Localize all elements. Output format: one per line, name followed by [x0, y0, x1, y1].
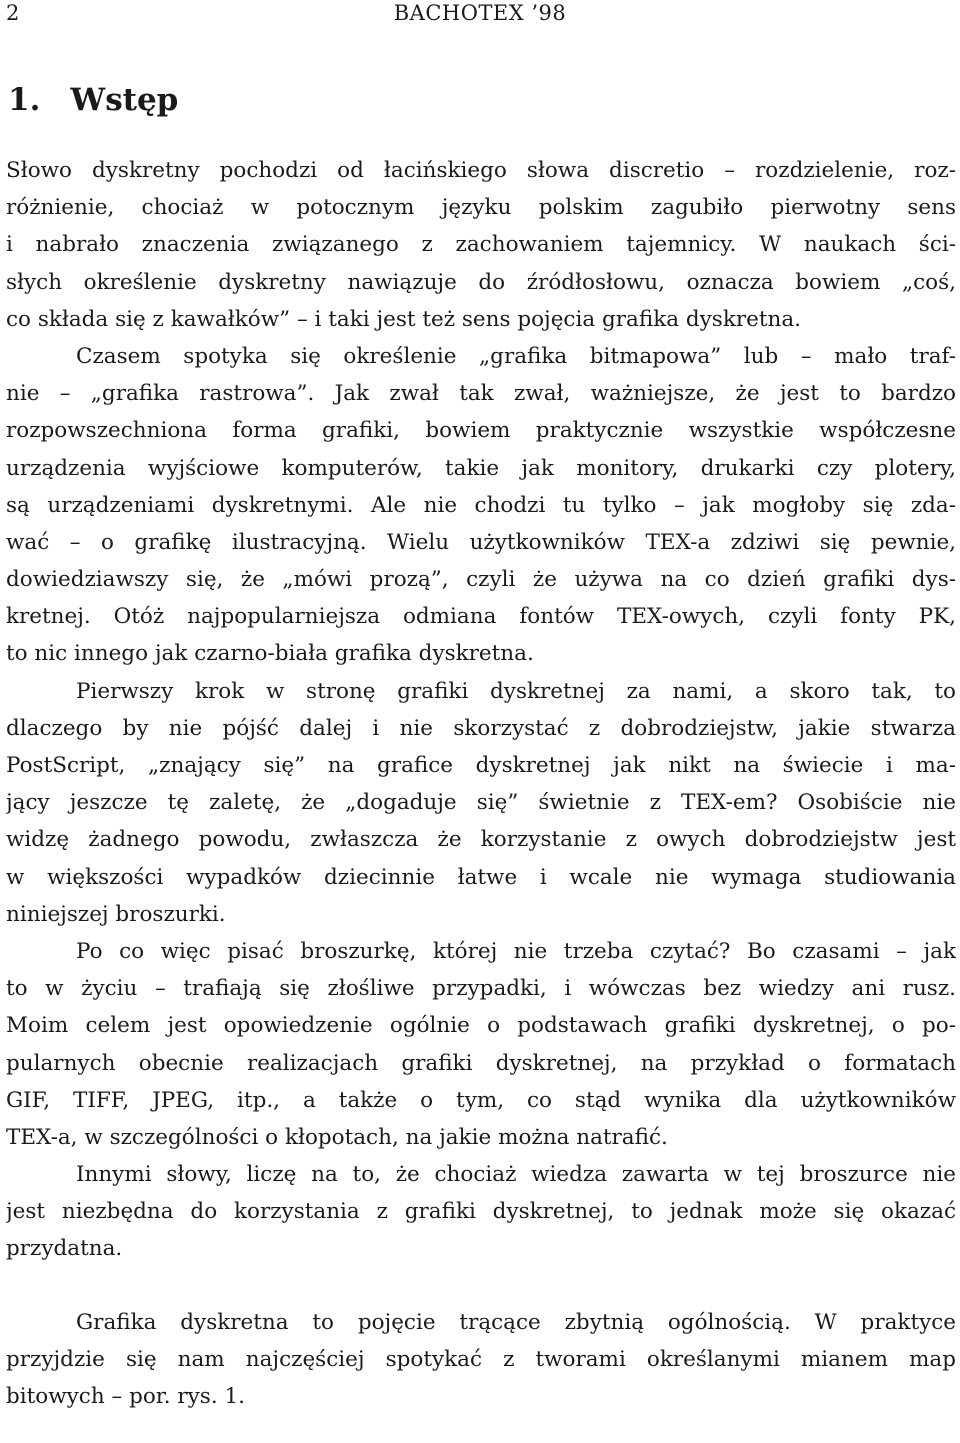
text-line: w większości wypadków dziecinnie łatwe i wcale nie wymaga studiowania — [6, 864, 956, 890]
text-line: są urządzeniami dyskretnymi. Ale nie chodzi tu tylko – jak mogłoby się zda- — [6, 492, 956, 518]
text-line: jący jeszcze tę zaletę, że „dogaduje się” świetnie z TEX-em? Osobiście nie — [6, 790, 956, 816]
text-line: kretnej. Otóż najpopularniejsza odmiana fontów TEX-owych, czyli fonty PK, — [6, 604, 956, 630]
text-line: różnienie, chociaż w potocznym języku polskim zagubiło pierwotny sens — [6, 195, 956, 221]
text-line: Moim celem jest opowiedzenie ogólnie o podstawach grafiki dyskretnej, o po- — [6, 1013, 956, 1039]
text-line: bitowych – por. rys. 1. — [6, 1384, 246, 1409]
section-heading — [8, 80, 178, 120]
text-line: nie – „grafika rastrowa”. Jak zwał tak zwał, ważniejsze, że jest to bardzo — [6, 381, 956, 407]
running-title: BACHOTEX ’98 — [393, 1, 567, 25]
running-head — [6, 0, 954, 28]
text-line: PostScript, „znający się” na grafice dyskretnej jak nikt na świecie i ma- — [6, 753, 956, 778]
text-line: Pierwszy krok w stronę grafiki dyskretnej za nami, a skoro tak, to — [76, 678, 956, 704]
text-line: to w życiu – trafiają się złośliwe przypadki, i wówczas bez wiedzy ani rusz. — [6, 976, 956, 1002]
text-line: rozpowszechniona forma grafiki, bowiem praktycznie wszystkie współczesne — [6, 418, 956, 444]
text-line: Po co więc pisać broszurkę, której nie trzeba czytać? Bo czasami – jak — [76, 938, 956, 964]
page-number: 2 — [6, 1, 20, 25]
text-line: pularnych obecnie realizacjach grafiki dyskretnej, na przykład o formatach — [6, 1050, 956, 1076]
text-line: urządzenia wyjściowe komputerów, takie jak monitory, drukarki czy plotery, — [6, 455, 956, 481]
text-line: TEX-a, w szczególności o kłopotach, na jakie można natrafić. — [6, 1124, 668, 1150]
text-line: słych określenie dyskretny nawiązuje do źródłosłowu, oznacza bowiem „coś, — [6, 269, 956, 295]
text-line: i nabrało znaczenia związanego z zachowaniem tajemnicy. W naukach ści- — [6, 232, 956, 258]
text-line: Słowo dyskretny pochodzi od łacińskiego słowa discretio – rozdzielenie, roz- — [6, 158, 956, 183]
text-line: Grafika dyskretna to pojęcie trącące zbytnią ogólnością. W praktyce — [76, 1309, 956, 1335]
text-line: dowiedziawszy się, że „mówi prozą”, czyli że używa na co dzień grafiki dys- — [6, 567, 956, 593]
body-text — [6, 152, 956, 1415]
text-line: przydatna. — [6, 1236, 123, 1262]
text-line: widzę żadnego powodu, zwłaszcza że korzystanie z owych dobrodziejstw jest — [6, 827, 956, 853]
text-line: jest niezbędna do korzystania z grafiki dyskretnej, to jednak może się okazać — [6, 1199, 956, 1225]
text-line: przyjdzie się nam najczęściej spotykać z tworami określanymi mianem map — [6, 1346, 956, 1372]
text-line: to nic innego jak czarno-biała grafika dyskretna. — [6, 641, 534, 667]
text-line: Innymi słowy, liczę na to, że chociaż wiedza zawarta w tej broszurce nie — [76, 1162, 956, 1188]
text-line: niniejszej broszurki. — [6, 901, 226, 927]
text-line: dlaczego by nie pójść dalej i nie skorzystać z dobrodziejstw, jakie stwarza — [6, 715, 956, 741]
text-line: co składa się z kawałków” – i taki jest też sens pojęcia grafika dyskretna. — [6, 306, 801, 332]
section-number: 1. — [8, 82, 41, 118]
section-title: Wstęp — [70, 82, 179, 118]
text-line: Czasem spotyka się określenie „grafika bitmapowa” lub – mało traf- — [76, 343, 956, 369]
text-line: GIF, TIFF, JPEG, itp., a także o tym, co stąd wynika dla użytkowników — [6, 1087, 956, 1113]
text-line: wać – o grafikę ilustracyjną. Wielu użytkowników TEX-a zdziwi się pewnie, — [6, 529, 956, 555]
paragraph-gap — [6, 1268, 956, 1304]
